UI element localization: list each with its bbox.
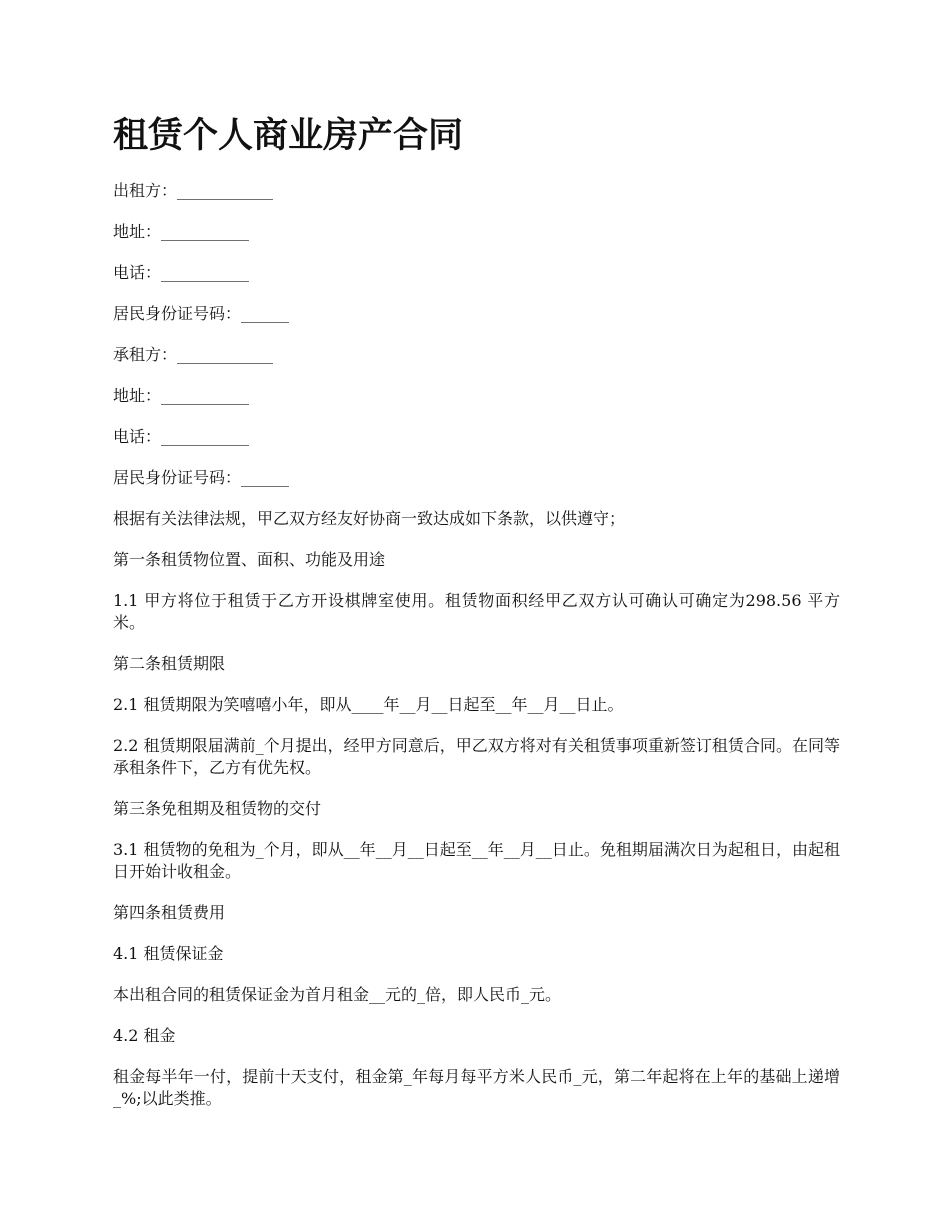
document-page [113, 112, 840, 1129]
lessor-phone-line: 电话：___________ [113, 263, 250, 282]
article-1-heading: 第一条租赁物位置、面积、功能及用途 [113, 550, 386, 569]
article-3-heading: 第三条免租期及租赁物的交付 [113, 799, 322, 818]
clause-4-1-heading: 4.1 租赁保证金 [113, 944, 224, 963]
lessor-address-line: 地址：___________ [113, 222, 250, 241]
lessor-name-line: 出租方：____________ [113, 181, 274, 200]
rent-paragraph: 租金每半年一付，提前十天支付，租金第_年每月每平方米人民币_元，第二年起将在上年的基础上递增_%;以此类推。 [113, 1067, 840, 1108]
clause-2-1: 2.1 租赁期限为笑嘻嘻小年，即从____年__月__日起至__年__月__日止。 [113, 695, 624, 714]
lessee-address-line: 地址：___________ [113, 386, 250, 405]
document-title: 租赁个人商业房产合同 [113, 115, 464, 156]
article-2-heading: 第二条租赁期限 [113, 654, 226, 673]
clause-3-1: 3.1 租赁物的免租为_个月，即从__年__月__日起至__年__月__日止。免租期届满次日为起租日，由起租日开始计收租金。 [113, 840, 840, 881]
lessee-phone-line: 电话：___________ [113, 427, 250, 446]
article-4-heading: 第四条租赁费用 [113, 903, 226, 922]
lessee-id-line: 居民身份证号码：______ [113, 468, 290, 487]
clause-1-1: 1.1 甲方将位于租赁于乙方开设棋牌室使用。租赁物面积经甲乙双方认可确认可确定为298.56 平方米。 [113, 591, 840, 632]
preamble-paragraph: 根据有关法律法规，甲乙双方经友好协商一致达成如下条款，以供遵守； [113, 509, 626, 528]
clause-2-2: 2.2 租赁期限届满前_个月提出，经甲方同意后，甲乙双方将对有关租赁事项重新签订租赁合同。在同等承租条件下，乙方有优先权。 [113, 736, 840, 777]
deposit-paragraph: 本出租合同的租赁保证金为首月租金__元的_倍，即人民币_元。 [113, 985, 562, 1004]
lessee-name-line: 承租方：____________ [113, 345, 274, 364]
lessor-id-line: 居民身份证号码：______ [113, 304, 290, 323]
clause-4-2-heading: 4.2 租金 [113, 1026, 176, 1045]
